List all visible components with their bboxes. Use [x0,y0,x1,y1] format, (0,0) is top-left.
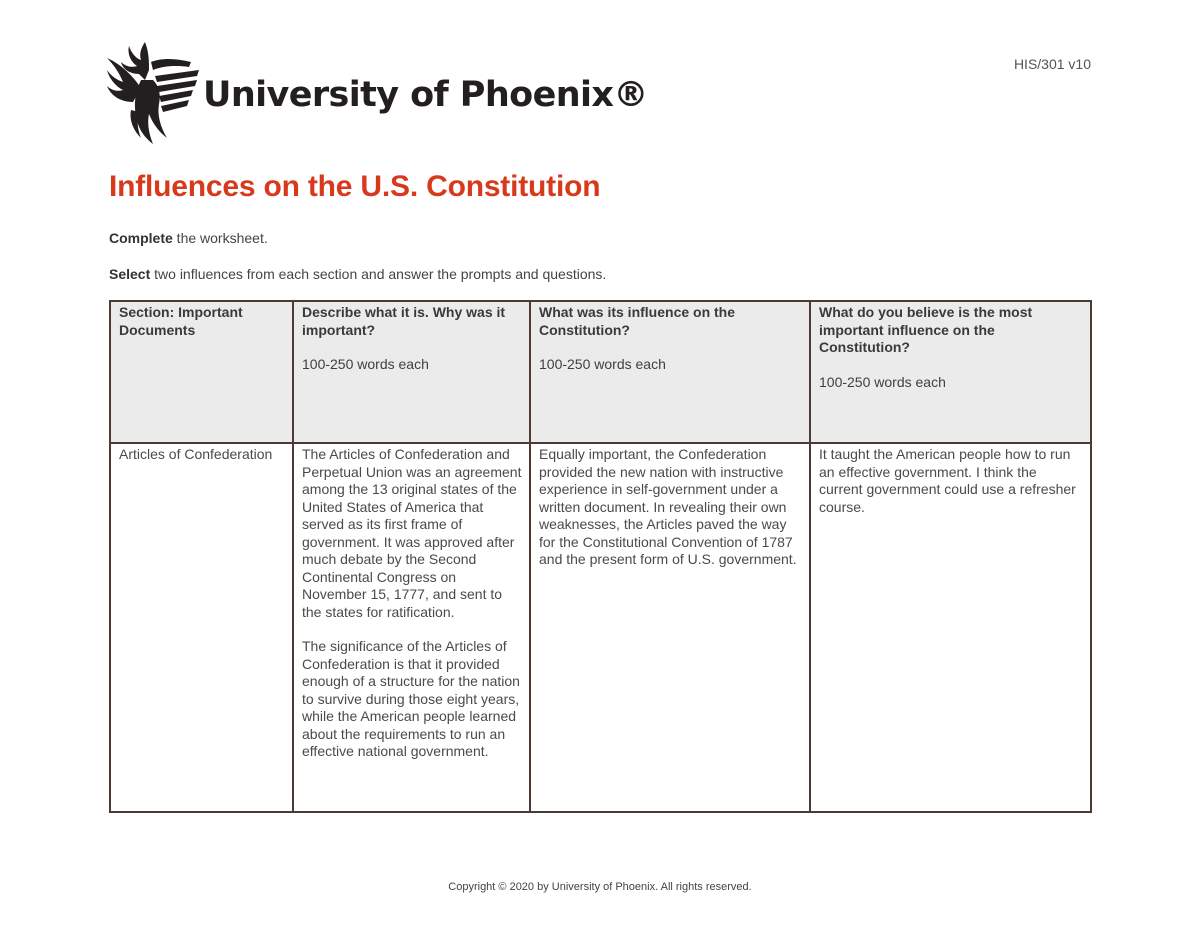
page-title: Influences on the U.S. Constitution [109,170,601,203]
university-logo [105,40,648,146]
header-word-count: 100-250 words each [539,356,666,372]
header-word-count: 100-250 words each [302,356,429,372]
instruction-verb: Complete [109,230,173,246]
instruction-text: two influences from each section and answer the prompts and questions. [150,266,607,282]
header-believe [810,301,1091,443]
instruction-complete [109,230,268,246]
header-influence [530,301,810,443]
header-label: What was its influence on the Constitution? [539,304,736,338]
document-code: HIS/301 v10 [1013,56,1091,72]
cell-believe[interactable]: It taught the American people how to run an effective government. I think the current government could use a refresher course. [810,443,1091,812]
header-label: What do you believe is the most important influence on the Constitution? [819,304,1033,355]
instruction-select [109,266,606,282]
header-word-count: 100-250 words each [819,373,946,390]
header-label: Describe what it is. Why was it important? [302,304,506,338]
instruction-text: the worksheet. [172,230,268,246]
copyright-footer: Copyright © 2020 by University of Phoenix. All rights reserved. [448,881,752,893]
header-label: Section: Important Documents [119,304,243,338]
table-row [110,443,1091,812]
describe-paragraph: The Articles of Confederation and Perpetual Union was an agreement among the 13 original states of the United States of America that served as its first frame of government. It was approved after much debate by the Second Continental Congress on November 15, 1777, and sent to the states for ratification. [302,446,522,620]
phoenix-bird-icon [105,40,201,146]
cell-section[interactable]: Articles of Confederation [110,443,293,812]
cell-influence[interactable]: Equally important, the Confederation provided the new nation with instructive experience in self-government under a written document. In revealing their own weaknesses, the Articles paved the way for the Constitutional Convention of 1787 and the present form of U.S. government. [530,443,810,812]
worksheet-table [109,300,1092,813]
header-section [110,301,293,443]
cell-describe[interactable] [293,443,530,812]
describe-paragraph: The significance of the Articles of Confederation is that it provided enough of a structure for the nation to survive during those eight years, while the American people learned about the requirements to run an effective national government. [302,638,520,759]
logo-text: University of Phoenix® [203,75,648,115]
table-header-row [110,301,1091,443]
header-describe [293,301,530,443]
instruction-verb: Select [109,266,151,282]
